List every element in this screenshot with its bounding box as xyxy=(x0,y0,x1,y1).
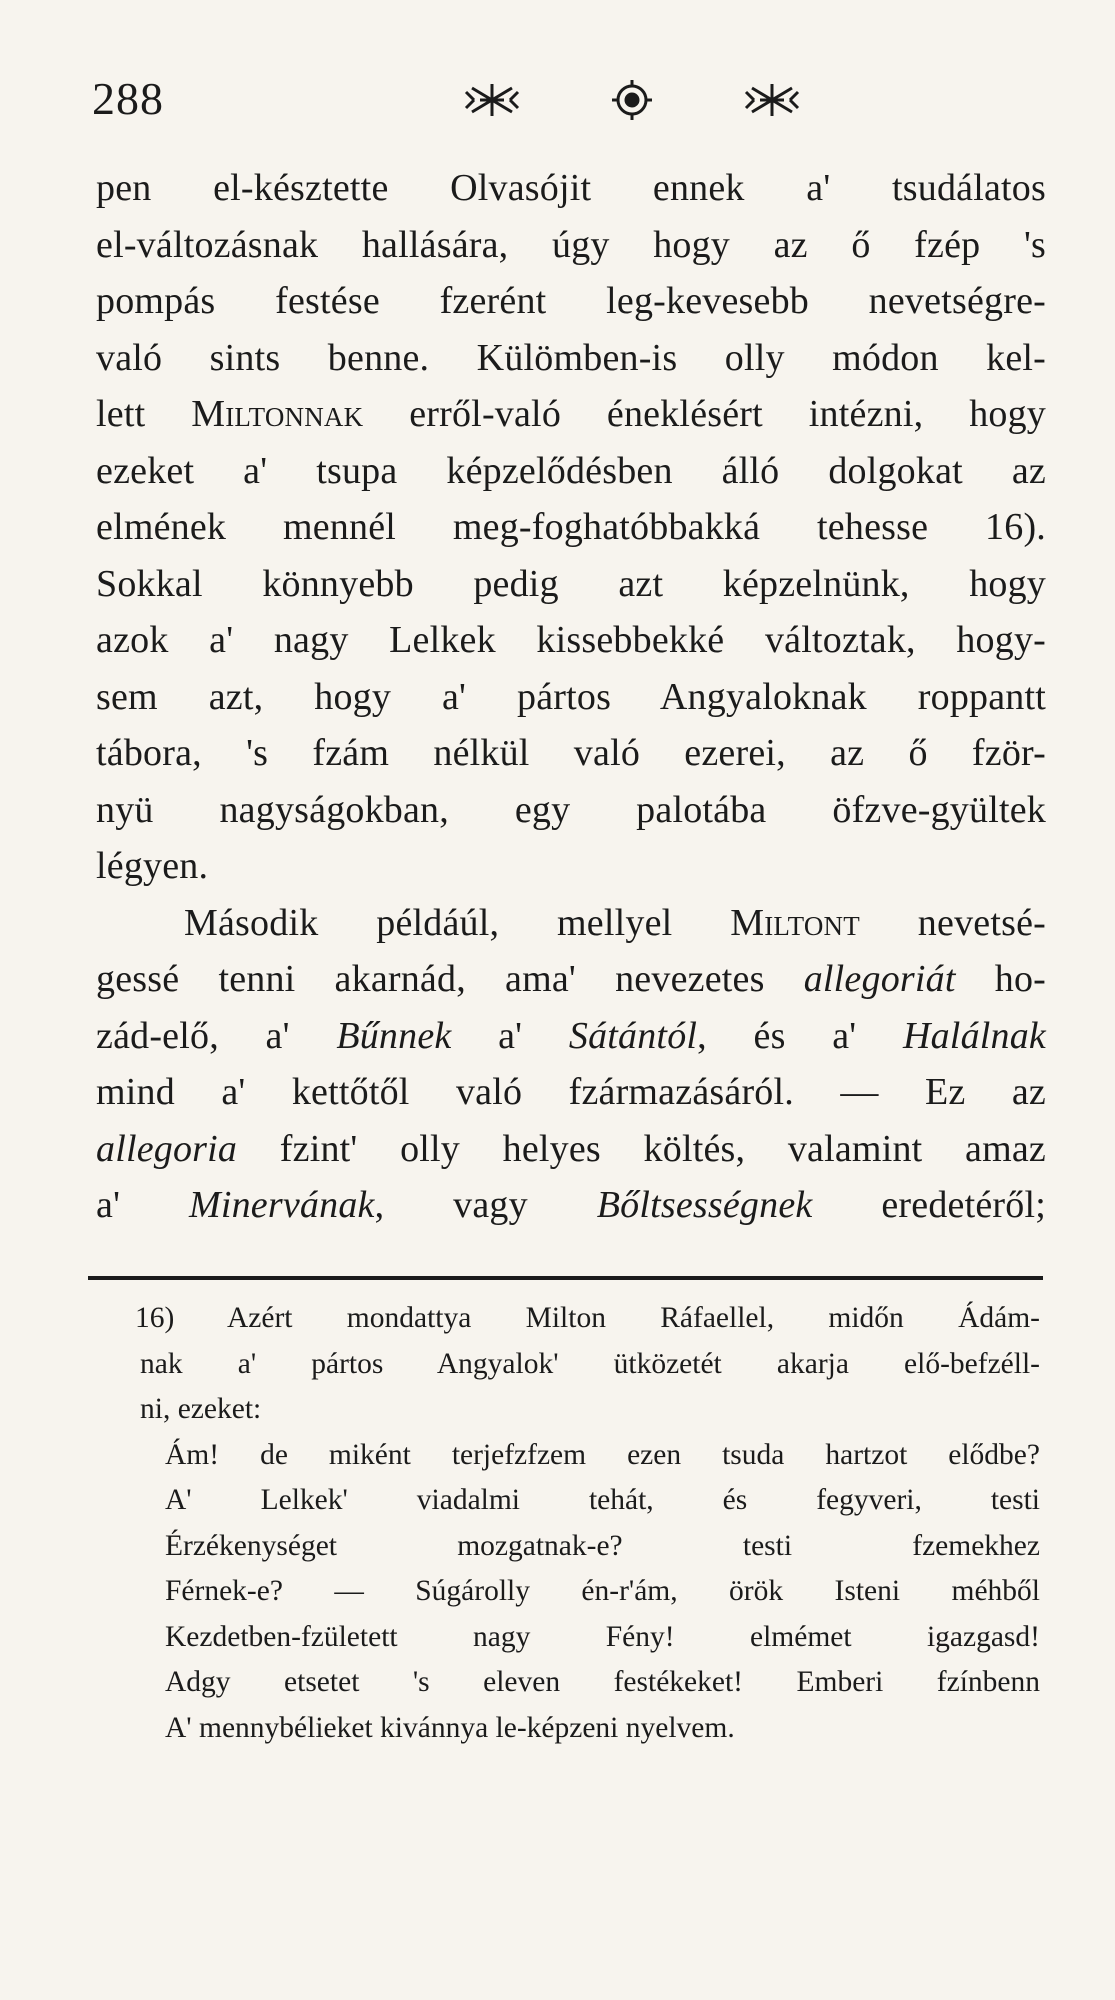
text-line: zád-elő, a' Bűnnek a' Sátántól, és a' Halálnak xyxy=(96,1014,1046,1057)
author-name: Miltont xyxy=(730,901,860,944)
text-line: pen el-késztette Olvasójit ennek a' tsudálatos xyxy=(96,167,1046,209)
text-line: azok a' nagy Lelkek kissebbekké változtak, hogy- xyxy=(96,619,1046,661)
footnote-verse-line: Adgy etsetet 's eleven festékeket! Emberi fzínbenn xyxy=(165,1666,1040,1698)
text-line: való sints benne. Külömben-is olly módon kel- xyxy=(96,336,1046,379)
text-line: allegoria fzint' olly helyes költés, valamint amaz xyxy=(96,1127,1046,1170)
main-text xyxy=(96,160,1046,1234)
text-line: gessé tenni akarnád, ama' nevezetes allegoriát ho- xyxy=(96,958,1046,1000)
text-line: ezeket a' tsupa képzelődésben álló dolgokat az xyxy=(96,449,1046,492)
page-header xyxy=(92,72,1025,132)
text-line: nyü nagyságokban, egy palotába öfzve-gyültek xyxy=(96,788,1046,831)
floral-ornament-icon xyxy=(452,78,812,122)
text-line: el-változásnak hallására, úgy hogy az ő fzép 's xyxy=(96,223,1046,266)
footnote-divider xyxy=(88,1276,1043,1280)
footnote-verse-line: Kezdetben-fzületett nagy Fény! elmémet igazgasd! xyxy=(165,1620,1040,1653)
text-line: pompás festése fzerént leg-kevesebb nevetségre- xyxy=(96,280,1046,322)
text-line: elmének mennél meg-foghatóbbakká tehesse 16). xyxy=(96,506,1046,548)
footnote-verse-line: Ám! de miként terjefzfzem ezen tsuda hartzot elődbe? xyxy=(165,1438,1040,1471)
text-line: lett Miltonnak erről-való éneklésért intézni, hogy xyxy=(96,393,1046,435)
footnote-verse-line: A' mennybélieket kivánnya le-képzeni nyelvem. xyxy=(165,1711,735,1744)
page-number: 288 xyxy=(92,73,164,124)
text-line: a' Minervának, vagy Bőltsességnek eredetéről; xyxy=(96,1184,1046,1226)
footnote-verse-line: Férnek-e? — Súgárolly én-r'ám, örök Isteni méhből xyxy=(165,1575,1040,1607)
text-line: légyen. xyxy=(96,845,209,887)
text-line: tábora, 's fzám nélkül való ezerei, az ő fzör- xyxy=(96,732,1046,774)
text-line: mind a' kettőtől való fzármazásáról. — Ez az xyxy=(96,1071,1046,1113)
footnote-verse-line: Érzékenységet mozgatnak-e? testi fzemekhez xyxy=(165,1529,1040,1562)
footnote-verse-line: A' Lelkek' viadalmi tehát, és fegyveri, testi xyxy=(165,1484,1040,1516)
footnote-line: nak a' pártos Angyalok' ütközetét akarja elő-befzéll- xyxy=(140,1347,1040,1380)
text-line: Sokkal könnyebb pedig azt képzelnünk, hogy xyxy=(96,562,1046,605)
author-name: Miltonnak xyxy=(191,393,364,435)
footnote-line: ni, ezeket: xyxy=(140,1393,262,1425)
footnote-line: 16) Azért mondattya Milton Ráfaellel, midőn Ádám- xyxy=(135,1302,1040,1334)
text-line: sem azt, hogy a' pártos Angyaloknak roppantt xyxy=(96,675,1046,718)
text-line: Második példáúl, mellyel Miltont nevetsé- xyxy=(184,901,1046,944)
footnote xyxy=(135,1296,1040,1751)
